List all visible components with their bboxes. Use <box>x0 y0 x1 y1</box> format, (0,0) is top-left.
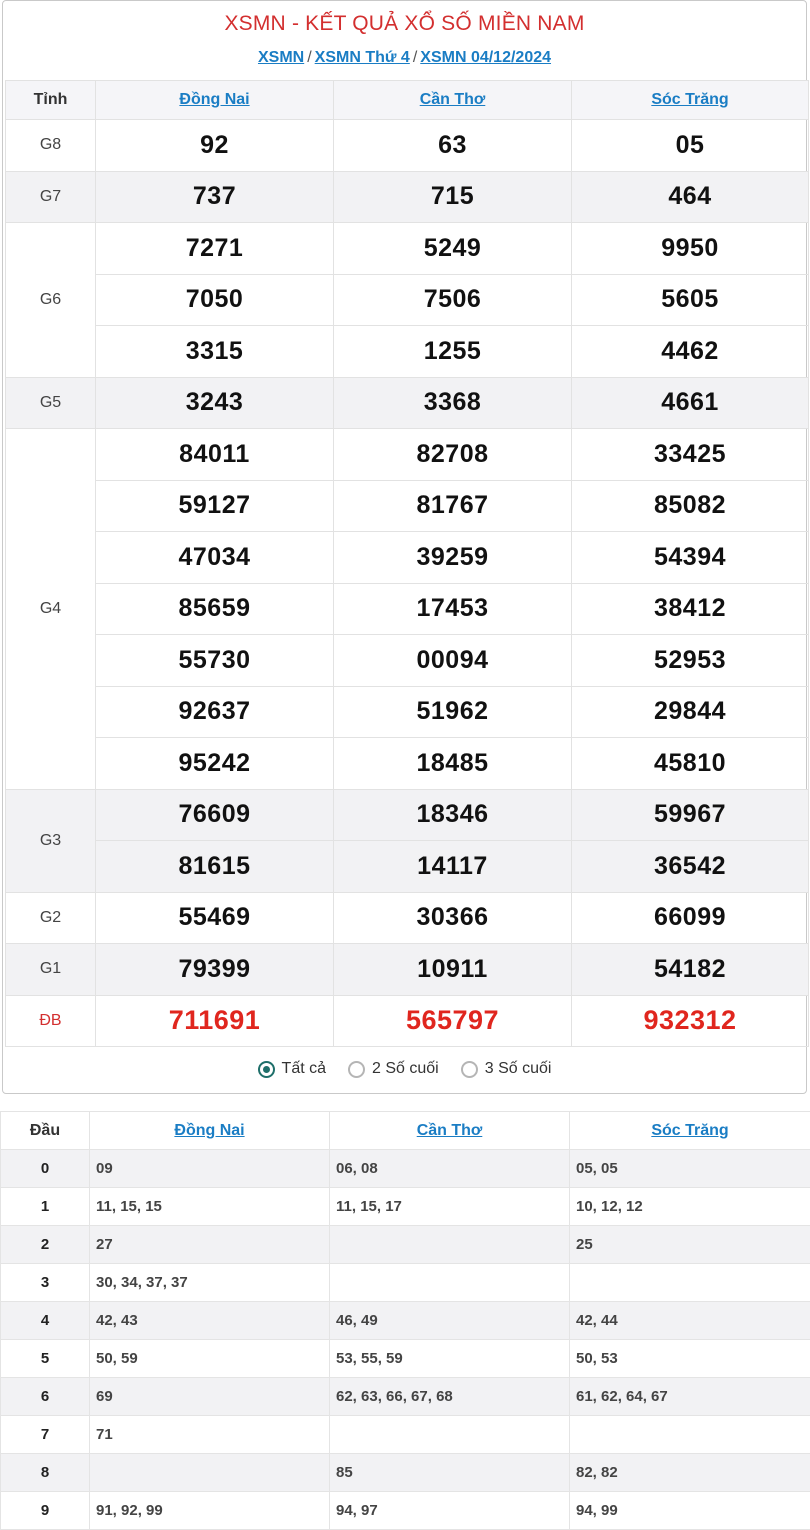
prize-row <box>6 480 809 532</box>
prize-label: G3 <box>6 789 96 892</box>
loto-row <box>1 1150 810 1188</box>
prize-number: 3315 <box>96 326 334 378</box>
loto-values <box>90 1454 330 1492</box>
prize-row <box>6 944 809 996</box>
loto-values: 06, 08 <box>330 1150 570 1188</box>
prize-number: 81767 <box>334 480 572 532</box>
prize-number: 30366 <box>334 892 572 944</box>
prize-number: 5249 <box>334 223 572 275</box>
breadcrumb <box>3 49 806 67</box>
prize-number: 54394 <box>572 532 809 584</box>
prize-row <box>6 120 809 172</box>
prize-number: 38412 <box>572 583 809 635</box>
breadcrumb-link-weekday[interactable]: XSMN Thứ 4 <box>314 49 410 66</box>
prize-number: 59967 <box>572 789 809 841</box>
head-digit: 6 <box>1 1378 90 1416</box>
prize-number: 7050 <box>96 274 334 326</box>
prize-number: 10911 <box>334 944 572 996</box>
loto-row <box>1 1264 810 1302</box>
prize-number: 464 <box>572 171 809 223</box>
column-header-soc-trang <box>570 1112 810 1150</box>
prize-number: 3243 <box>96 377 334 429</box>
loto-values: 46, 49 <box>330 1302 570 1340</box>
prize-row <box>6 686 809 738</box>
loto-values: 11, 15, 15 <box>90 1188 330 1226</box>
loto-values: 53, 55, 59 <box>330 1340 570 1378</box>
head-digit: 1 <box>1 1188 90 1226</box>
head-digit: 7 <box>1 1416 90 1454</box>
loto-values: 82, 82 <box>570 1454 810 1492</box>
prize-number: 7271 <box>96 223 334 275</box>
filter-option-label: 3 Số cuối <box>484 1060 552 1077</box>
prize-number: 84011 <box>96 429 334 481</box>
prize-row <box>6 274 809 326</box>
loto-values: 42, 44 <box>570 1302 810 1340</box>
prize-row <box>6 789 809 841</box>
column-header-can-tho <box>330 1112 570 1150</box>
province-link-dong-nai[interactable]: Đồng Nai <box>174 1121 245 1139</box>
results-table <box>5 80 809 1047</box>
results-header-row <box>6 81 809 120</box>
prize-number: 47034 <box>96 532 334 584</box>
province-link-can-tho[interactable]: Cần Thơ <box>416 1121 483 1139</box>
loto-values: 25 <box>570 1226 810 1264</box>
loto-values: 69 <box>90 1378 330 1416</box>
column-header-province: Tỉnh <box>6 81 96 120</box>
prize-number: 82708 <box>334 429 572 481</box>
head-digit: 8 <box>1 1454 90 1492</box>
prize-row <box>6 429 809 481</box>
prize-row <box>6 635 809 687</box>
radio-selected-icon[interactable] <box>258 1061 275 1078</box>
prize-label: G1 <box>6 944 96 996</box>
prize-number: 79399 <box>96 944 334 996</box>
loto-row <box>1 1454 810 1492</box>
column-header-soc-trang <box>572 81 809 120</box>
prize-row <box>6 377 809 429</box>
loto-values <box>570 1416 810 1454</box>
loto-values: 42, 43 <box>90 1302 330 1340</box>
filter-option-label: Tất cả <box>281 1060 327 1077</box>
filter-option-3-digits[interactable] <box>461 1060 552 1078</box>
column-header-head-digit: Đầu <box>1 1112 90 1150</box>
breadcrumb-separator: / <box>412 49 418 66</box>
province-link-soc-trang[interactable]: Sóc Trăng <box>651 1121 729 1139</box>
page-title: XSMN - KẾT QUẢ XỔ SỐ MIỀN NAM <box>224 12 585 35</box>
prize-number: 17453 <box>334 583 572 635</box>
prize-row <box>6 326 809 378</box>
prize-number: 4661 <box>572 377 809 429</box>
loto-values: 09 <box>90 1150 330 1188</box>
loto-values: 10, 12, 12 <box>570 1188 810 1226</box>
prize-label: G6 <box>6 223 96 378</box>
breadcrumb-link-xsmn[interactable]: XSMN <box>257 49 305 66</box>
prize-number: 18485 <box>334 738 572 790</box>
prize-row <box>6 995 809 1047</box>
loto-row <box>1 1340 810 1378</box>
loto-values <box>330 1264 570 1302</box>
prize-number: 51962 <box>334 686 572 738</box>
loto-values: 50, 59 <box>90 1340 330 1378</box>
breadcrumb-link-date[interactable]: XSMN 04/12/2024 <box>420 49 552 66</box>
head-digit: 9 <box>1 1492 90 1530</box>
filter-option-label: 2 Số cuối <box>372 1060 439 1077</box>
prize-number: 00094 <box>334 635 572 687</box>
prize-number: 92 <box>96 120 334 172</box>
special-prize-number: 565797 <box>334 995 572 1047</box>
column-header-can-tho <box>334 81 572 120</box>
head-digit: 5 <box>1 1340 90 1378</box>
prize-number: 52953 <box>572 635 809 687</box>
prize-number: 95242 <box>96 738 334 790</box>
prize-row <box>6 583 809 635</box>
prize-number: 29844 <box>572 686 809 738</box>
prize-number: 05 <box>572 120 809 172</box>
loto-row <box>1 1378 810 1416</box>
loto-values: 91, 92, 99 <box>90 1492 330 1530</box>
digit-filter <box>3 1047 806 1091</box>
prize-number: 3368 <box>334 377 572 429</box>
loto-row <box>1 1188 810 1226</box>
loto-values: 50, 53 <box>570 1340 810 1378</box>
prize-label: G5 <box>6 377 96 429</box>
prize-number: 55730 <box>96 635 334 687</box>
prize-number: 14117 <box>334 841 572 893</box>
prize-number: 92637 <box>96 686 334 738</box>
column-header-dong-nai <box>96 81 334 120</box>
loto-values <box>570 1264 810 1302</box>
loto-values: 94, 97 <box>330 1492 570 1530</box>
prize-row <box>6 532 809 584</box>
prize-label: G7 <box>6 171 96 223</box>
prize-row <box>6 841 809 893</box>
special-prize-number: 932312 <box>572 995 809 1047</box>
prize-number: 85659 <box>96 583 334 635</box>
prize-number: 7506 <box>334 274 572 326</box>
prize-row <box>6 223 809 275</box>
breadcrumb-separator: / <box>307 49 312 66</box>
prize-number: 45810 <box>572 738 809 790</box>
prize-number: 66099 <box>572 892 809 944</box>
loto-values: 61, 62, 64, 67 <box>570 1378 810 1416</box>
prize-number: 85082 <box>572 480 809 532</box>
prize-number: 33425 <box>572 429 809 481</box>
prize-number: 737 <box>96 171 334 223</box>
prize-label: ĐB <box>6 995 96 1047</box>
prize-label: G4 <box>6 429 96 790</box>
prize-row <box>6 738 809 790</box>
prize-number: 81615 <box>96 841 334 893</box>
column-header-dong-nai <box>90 1112 330 1150</box>
loto-values: 62, 63, 66, 67, 68 <box>330 1378 570 1416</box>
prize-number: 18346 <box>334 789 572 841</box>
head-digit: 4 <box>1 1302 90 1340</box>
loto-row <box>1 1492 810 1530</box>
loto-row <box>1 1416 810 1454</box>
prize-number: 5605 <box>572 274 809 326</box>
loto-values: 85 <box>330 1454 570 1492</box>
prize-number: 4462 <box>572 326 809 378</box>
prize-number: 36542 <box>572 841 809 893</box>
loto-values <box>330 1416 570 1454</box>
province-link-soc-trang[interactable]: Sóc Trăng <box>651 91 729 108</box>
prize-number: 63 <box>334 120 572 172</box>
radio-icon[interactable] <box>348 1061 365 1078</box>
province-link-can-tho[interactable]: Cần Thơ <box>419 91 486 108</box>
loto-row <box>1 1302 810 1340</box>
loto-row <box>1 1226 810 1264</box>
prize-number: 59127 <box>96 480 334 532</box>
results-card <box>2 0 807 1094</box>
prize-number: 76609 <box>96 789 334 841</box>
special-prize-number: 711691 <box>96 995 334 1047</box>
prize-number: 39259 <box>334 532 572 584</box>
prize-number: 715 <box>334 171 572 223</box>
head-digit: 0 <box>1 1150 90 1188</box>
prize-number: 54182 <box>572 944 809 996</box>
head-digit: 2 <box>1 1226 90 1264</box>
loto-table <box>0 1111 810 1530</box>
loto-header-row <box>1 1112 810 1150</box>
prize-row <box>6 171 809 223</box>
loto-values: 11, 15, 17 <box>330 1188 570 1226</box>
filter-option-2-digits[interactable] <box>348 1060 439 1078</box>
filter-option-all[interactable] <box>258 1060 326 1078</box>
loto-values: 71 <box>90 1416 330 1454</box>
prize-number: 9950 <box>572 223 809 275</box>
prize-number: 55469 <box>96 892 334 944</box>
prize-label: G2 <box>6 892 96 944</box>
province-link-dong-nai[interactable]: Đồng Nai <box>179 91 250 108</box>
loto-values: 27 <box>90 1226 330 1264</box>
radio-icon[interactable] <box>461 1061 478 1078</box>
loto-values: 94, 99 <box>570 1492 810 1530</box>
prize-number: 1255 <box>334 326 572 378</box>
loto-values <box>330 1226 570 1264</box>
head-digit: 3 <box>1 1264 90 1302</box>
loto-values: 05, 05 <box>570 1150 810 1188</box>
loto-values: 30, 34, 37, 37 <box>90 1264 330 1302</box>
prize-row <box>6 892 809 944</box>
prize-label: G8 <box>6 120 96 172</box>
